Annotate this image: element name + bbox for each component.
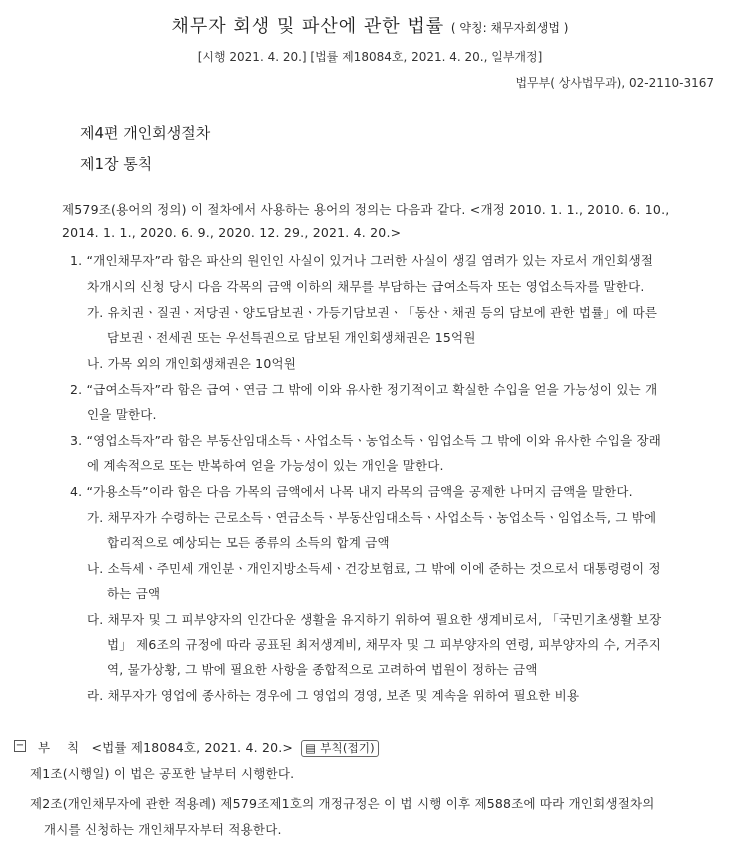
law-meta: [시행 2021. 4. 20.] [법률 제18084호, 2021. 4. 20., 일부개정]	[197, 50, 543, 64]
addenda-collapse-button[interactable]: ▤ 부칙(접기)	[301, 740, 379, 757]
addenda-header	[38, 738, 379, 757]
ministry-contact: 법무부( 상사법무과), 02-2110-3167	[515, 76, 714, 90]
addenda-article: 제2조(개인채무자에 관한 적용례) 제579조제1호의 개정규정은 이 법 시행 이후 제588조에 따라 개인회생절차의	[30, 796, 655, 811]
addenda-article: 제1조(시행일) 이 법은 공포한 날부터 시행한다.	[30, 766, 295, 781]
subitem-line: 가. 채무자가 수령하는 근로소득ㆍ연금소득ㆍ부동산임대소득ㆍ사업소득ㆍ농업소득ㆍ임업소득, 그 밖에	[87, 510, 657, 525]
item-line: 인을 말한다.	[87, 407, 157, 422]
subitem-line: 합리적으로 예상되는 모든 종류의 소득의 합계 금액	[107, 535, 390, 550]
subitem-line: 라. 채무자가 영업에 종사하는 경우에 그 영업의 경영, 보존 및 계속을 위하여 필요한 비용	[87, 688, 580, 703]
item-line: 4. “가용소득”이라 함은 다음 가목의 금액에서 나목 내지 라목의 금액을 공제한 나머지 금액을 말한다.	[70, 484, 633, 499]
article-line: 2014. 1. 1., 2020. 6. 9., 2020. 12. 29., 2021. 4. 20.>	[62, 225, 402, 240]
chapter-heading: 제1장 통칙	[80, 155, 153, 173]
item-line: 3. “영업소득자”라 함은 부동산임대소득ㆍ사업소득ㆍ농업소득ㆍ임업소득 그 밖에 이와 유사한 수입을 장래	[70, 433, 662, 448]
subitem-line: 하는 금액	[107, 586, 161, 601]
item-line: 차개시의 신청 당시 다음 각목의 금액 이하의 채무를 부담하는 급여소득자 또는 영업소득자를 말한다.	[87, 279, 645, 294]
addenda-reference: <법률 제18084호, 2021. 4. 20.>	[91, 740, 294, 755]
law-title	[0, 12, 740, 38]
addenda-article: 개시를 신청하는 개인채무자부터 적용한다.	[44, 822, 282, 837]
addenda-label: 부 칙	[38, 740, 80, 755]
subitem-line: 나. 소득세ㆍ주민세 개인분ㆍ개인지방소득세ㆍ건강보험료, 그 밖에 이에 준하는 것으로서 대통령령이 정	[87, 561, 661, 576]
subitem-line: 가. 유치권ㆍ질권ㆍ저당권ㆍ양도담보권ㆍ가등기담보권ㆍ「동산ㆍ채권 등의 담보에 관한 법률」에 따른	[87, 305, 658, 320]
subitem-line: 다. 채무자 및 그 피부양자의 인간다운 생활을 유지하기 위하여 필요한 생계비로서, 「국민기초생활 보장	[87, 612, 662, 627]
subitem-line: 나. 가목 외의 개인회생채권은 10억원	[87, 356, 297, 371]
subitem-line: 역, 물가상황, 그 밖에 필요한 사항을 종합적으로 고려하여 법원이 정하는 금액	[107, 662, 538, 677]
subitem-line: 담보권ㆍ전세권 또는 우선특권으로 담보된 개인회생채권은 15억원	[107, 330, 476, 345]
law-abbreviation: ( 약칭: 채무자회생법 )	[450, 21, 569, 35]
collapse-toggle-icon[interactable]: −	[15, 740, 25, 751]
item-line: 에 계속적으로 또는 반복하여 얻을 가능성이 있는 개인을 말한다.	[87, 458, 444, 473]
article-line: 제579조(용어의 정의) 이 절차에서 사용하는 용어의 정의는 다음과 같다. <개정 2010. 1. 1., 2010. 6. 10.,	[62, 202, 670, 217]
law-title-text: 채무자 회생 및 파산에 관한 법률	[171, 16, 445, 37]
item-line: 1. “개인채무자”라 함은 파산의 원인인 사실이 있거나 그러한 사실이 생길 염려가 있는 자로서 개인회생절	[70, 253, 654, 268]
part-heading: 제4편 개인회생절차	[80, 124, 211, 142]
subitem-line: 법」 제6조의 규정에 따라 공표된 최저생계비, 채무자 및 그 피부양자의 연령, 피부양자의 수, 거주지	[107, 637, 662, 652]
item-line: 2. “급여소득자”라 함은 급여ㆍ연금 그 밖에 이와 유사한 정기적이고 확실한 수입을 얻을 가능성이 있는 개	[70, 382, 658, 397]
